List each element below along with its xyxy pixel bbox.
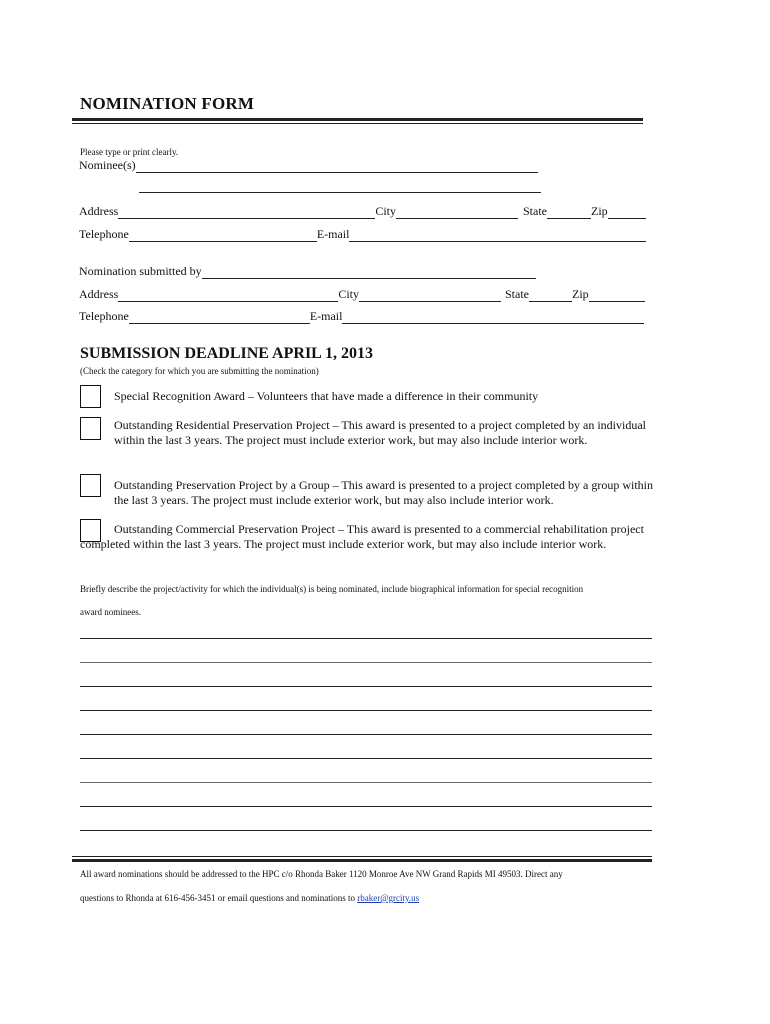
- telephone-label: Telephone: [79, 309, 129, 323]
- form-title: NOMINATION FORM: [80, 94, 255, 113]
- category-label-1: Special Recognition Award – Volunteers that have made a difference in their community: [114, 389, 539, 403]
- nominee-input-line2[interactable]: [139, 192, 541, 193]
- nominee-phone-row: [79, 227, 646, 242]
- nominee-telephone-input[interactable]: [129, 230, 317, 242]
- city-label: City: [338, 287, 359, 301]
- zip-label: Zip: [572, 287, 589, 301]
- describe-instruction-cont: award nominees.: [80, 607, 141, 617]
- title-rule: [72, 118, 643, 121]
- email-link[interactable]: rbaker@grcity.us: [357, 893, 420, 903]
- submitter-state-input[interactable]: [529, 290, 572, 302]
- description-line-6[interactable]: [80, 758, 652, 759]
- state-label: State: [523, 204, 547, 218]
- deadline-heading: SUBMISSION DEADLINE APRIL 1, 2013: [80, 345, 373, 362]
- footer-rule-thin: [72, 856, 652, 857]
- description-line-4[interactable]: [80, 710, 652, 711]
- description-line-8[interactable]: [80, 806, 652, 807]
- submitter-address-row: [79, 287, 645, 302]
- description-line-1[interactable]: [80, 638, 652, 639]
- check-note: (Check the category for which you are submitting the nomination): [80, 366, 319, 376]
- nominee-input[interactable]: [136, 161, 538, 173]
- address-label: Address: [79, 204, 119, 218]
- nominee-label: Nominee(s): [79, 158, 136, 172]
- submitter-telephone-input[interactable]: [129, 312, 310, 324]
- nominee-field[interactable]: [79, 158, 538, 173]
- city-label: City: [375, 204, 396, 218]
- nominee-address-input[interactable]: [118, 207, 375, 219]
- category-checkbox-2[interactable]: [80, 417, 101, 440]
- footer-address-text: All award nominations should be addressed to the HPC c/o Rhonda Baker 1120 Monroe Ave NW Grand Rapids MI 49503. Direct any: [80, 869, 563, 879]
- submitter-zip-input[interactable]: [589, 290, 645, 302]
- zip-label: Zip: [591, 204, 608, 218]
- state-label: State: [505, 287, 529, 301]
- instruction-text: Please type or print clearly.: [80, 147, 179, 157]
- submitted-by-input[interactable]: [202, 267, 536, 279]
- category-checkbox-3[interactable]: [80, 474, 101, 497]
- category-checkbox-1[interactable]: [80, 385, 101, 408]
- description-line-9[interactable]: [80, 830, 652, 831]
- email-label: E-mail: [309, 309, 343, 323]
- telephone-label: Telephone: [79, 227, 129, 241]
- email-label: E-mail: [316, 227, 350, 241]
- nominee-state-input[interactable]: [547, 207, 591, 219]
- nominee-city-input[interactable]: [396, 207, 518, 219]
- submitter-phone-row: [79, 309, 644, 324]
- address-label: Address: [79, 287, 119, 301]
- category-label-2: Outstanding Residential Preservation Project – This award is presented to a project completed by an individual within the last 3 years. The project must include exterior work, but may also include interior work.: [114, 418, 646, 447]
- submitter-address-input[interactable]: [118, 290, 338, 302]
- nominee-zip-input[interactable]: [608, 207, 646, 219]
- submitter-email-input[interactable]: [342, 312, 644, 324]
- nominee-address-row: [79, 204, 646, 219]
- footer-contact: [80, 893, 419, 903]
- footer-contact-text: questions to Rhonda at 616-456-3451 or email questions and nominations to: [80, 893, 358, 903]
- submitted-by-row: [79, 264, 536, 279]
- category-label-3: Outstanding Preservation Project by a Group – This award is presented to a project completed by a group within the last 3 years. The project must include exterior work, but may also include interior work.: [114, 478, 653, 507]
- category-label-4: Outstanding Commercial Preservation Project – This award is presented to a commercial rehabilitation project completed within the last 3 years. The project must include exterior work, but may also include interior work.: [80, 522, 644, 551]
- description-line-2[interactable]: [80, 662, 652, 663]
- submitter-city-input[interactable]: [359, 290, 501, 302]
- description-line-3[interactable]: [80, 686, 652, 687]
- description-line-7[interactable]: [80, 782, 652, 783]
- title-rule-thin: [72, 123, 643, 124]
- description-line-5[interactable]: [80, 734, 652, 735]
- footer-rule: [72, 859, 652, 862]
- nominee-email-input[interactable]: [349, 230, 646, 242]
- submitted-by-label: Nomination submitted by: [79, 264, 202, 278]
- describe-instruction: Briefly describe the project/activity for which the individual(s) is being nominated, include biographical information for special recognition: [80, 584, 584, 594]
